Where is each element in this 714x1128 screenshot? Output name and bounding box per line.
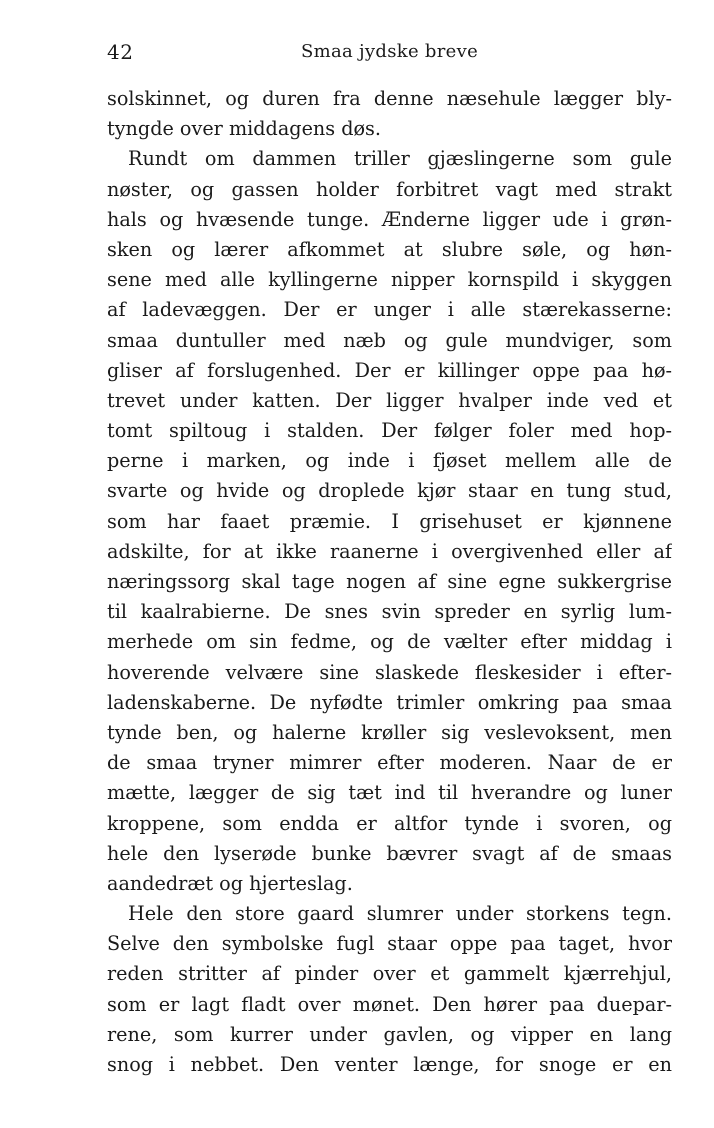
text-line: mætte, lægger de sig tæt ind til hverandre og luner bbox=[107, 781, 672, 805]
running-title: Smaa jydske breve bbox=[300, 41, 479, 62]
text-line: svarte og hvide og droplede kjør staar en tung stud, bbox=[107, 479, 672, 503]
text-line: snog i nebbet. Den venter længe, for snoge er en bbox=[107, 1053, 672, 1076]
text-line: sene med alle kyllingerne nipper kornspild i skyggen bbox=[107, 268, 672, 292]
text-line: som er lagt fladt over mønet. Den hører paa duepar- bbox=[107, 992, 672, 1016]
text-line: gliser af forslugenhed. Der er killinger oppe paa hø- bbox=[107, 358, 672, 382]
text-line: de smaa tryner mimrer efter moderen. Naar de er bbox=[107, 751, 672, 775]
text-line: tomt spiltoug i stalden. Der følger foler med hop- bbox=[107, 419, 672, 443]
text-line: hoverende velvære sine slaskede fleskesider i efter- bbox=[107, 660, 672, 684]
page-number: 42 bbox=[107, 40, 134, 64]
text-line: perne i marken, og inde i fjøset mellem alle de bbox=[107, 449, 672, 473]
text-line: til kaalrabierne. De snes svin spreder en syrlig lum- bbox=[107, 600, 672, 624]
text-line: Selve den symbolske fugl staar oppe paa taget, hvor bbox=[107, 932, 672, 956]
text-line: Rundt om dammen triller gjæslingerne som gule bbox=[128, 147, 672, 171]
text-line: tynde ben, og halerne krøller sig veslevoksent, men bbox=[107, 720, 672, 744]
text-line: aandedræt og hjerteslag. bbox=[107, 871, 353, 895]
page-header bbox=[107, 40, 672, 68]
text-line: reden stritter af pinder over et gammelt kjærrehjul, bbox=[107, 962, 672, 986]
text-line: solskinnet, og duren fra denne næsehule lægger bly- bbox=[107, 87, 672, 110]
text-line: ladenskaberne. De nyfødte trimler omkring paa smaa bbox=[107, 690, 672, 714]
text-line: hele den lyserøde bunke bævrer svagt af de smaas bbox=[107, 841, 672, 865]
text-line: smaa duntuller med næb og gule mundviger, som bbox=[107, 328, 672, 352]
text-line: trevet under katten. Der ligger hvalper inde ved et bbox=[107, 388, 672, 412]
text-line: nøster, og gassen holder forbitret vagt med strakt bbox=[107, 177, 672, 201]
text-line: hals og hvæsende tunge. Ænderne ligger ude i grøn- bbox=[107, 207, 672, 231]
text-line: som har faaet præmie. I grisehuset er kjønnene bbox=[107, 509, 672, 533]
text-line: merhede om sin fedme, og de vælter efter middag i bbox=[107, 630, 672, 654]
text-line: næringssorg skal tage nogen af sine egne sukkergrise bbox=[107, 570, 672, 593]
text-line: kroppene, som endda er altfor tynde i svoren, og bbox=[107, 811, 672, 835]
body-text bbox=[107, 84, 672, 1080]
text-line: sken og lærer afkommet at slubre søle, og høn- bbox=[107, 237, 672, 261]
text-line: tyngde over middagens døs. bbox=[107, 117, 382, 141]
text-line: adskilte, for at ikke raanerne i overgivenhed eller af bbox=[107, 539, 672, 563]
text-line: af ladevæggen. Der er unger i alle stærekasserne: bbox=[107, 298, 672, 322]
text-line: rene, som kurrer under gavlen, og vipper en lang bbox=[107, 1022, 672, 1046]
text-line: Hele den store gaard slumrer under storkens tegn. bbox=[128, 902, 672, 926]
